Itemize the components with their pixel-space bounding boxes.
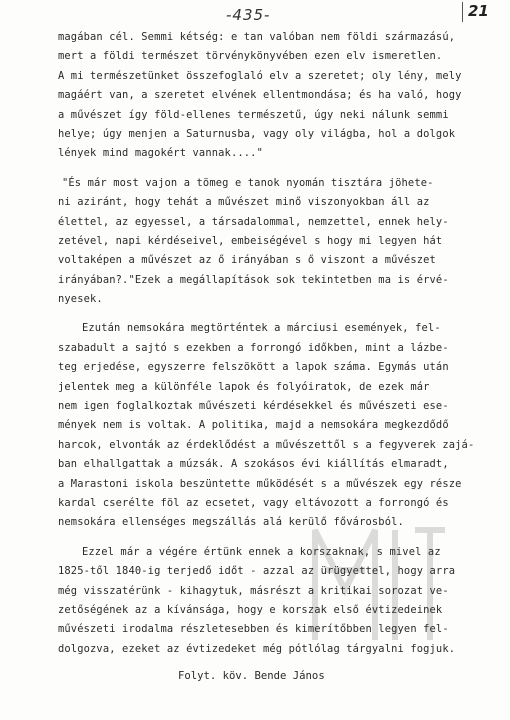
text-line: kardal cserélte föl az ecsetet, vagy eltávozott a forrongó és bbox=[58, 496, 449, 509]
signature-line: Folyt. köv. Bende János bbox=[178, 670, 325, 682]
text-line: a művészet így föld-ellenes természetű, úgy neki nálunk semmi bbox=[58, 108, 449, 121]
text-line: szabadult a sajtó s ezekben a forrongó időkben, mint a lázbe- bbox=[58, 341, 449, 354]
text-line: 1825-től 1840-ig terjedő időt - azzal az ürügyettel, hogy arra bbox=[58, 565, 456, 578]
text-line: lények mind magokért vannak...." bbox=[58, 147, 263, 160]
text-line: helye; úgy menjen a Saturnusba, vagy oly világba, hol a dolgok bbox=[58, 127, 456, 140]
text-line: zetőségének az a kívánsága, hogy e korszak első évtizedeinek bbox=[58, 603, 443, 616]
text-line: irányában?."Ezek a megállapítások sok tekintetben ma is érvé- bbox=[58, 273, 449, 286]
text-line: mények nem is voltak. A politika, majd a nemsokára megkezdődő bbox=[58, 419, 449, 432]
text-line: "És már most vajon a tömeg e tanok nyomán tisztára jöhete- bbox=[62, 176, 434, 189]
text-line: jelentek meg a különféle lapok és folyóiratok, de ezek már bbox=[58, 380, 430, 393]
text-line: még visszatérünk - kihagytuk, másrészt a kritikai sorozat ve- bbox=[58, 584, 449, 597]
text-line: teg erjedése, egyszerre felszökött a lapok száma. Egymás után bbox=[58, 361, 449, 374]
text-line: ban elhallgattak a múzsák. A szokásos évi kiállítás elmaradt, bbox=[58, 458, 449, 471]
page-number: -435- bbox=[226, 6, 271, 24]
text-line: voltaképen a művészet az ő irányában s ő viszont a művészet bbox=[58, 254, 436, 267]
text-line: a Marastoni iskola beszüntette működését s a művészek egy része bbox=[58, 477, 462, 490]
text-line: magáért van, a szeretet elvének ellentmondása; és ha való, hogy bbox=[58, 89, 462, 102]
text-line: dolgozva, ezeket az évtizedeket még pótlólag tárgyalni fogjuk. bbox=[58, 642, 456, 655]
text-line: művészeti irodalma részletesebben és kimerítőbben legyen fel- bbox=[58, 623, 449, 636]
text-line: Ezzel már a végére értünk ennek a korszaknak, s mivel az bbox=[82, 545, 441, 558]
folio-divider bbox=[462, 2, 463, 22]
body-text bbox=[58, 28, 490, 659]
text-line: ni aziránt, hogy tehát a művészet minő viszonyokban áll az bbox=[58, 196, 430, 209]
text-line: nem igen foglalkoztak művészeti kérdésekkel és művészeti ese- bbox=[58, 400, 449, 413]
text-line: nyesek. bbox=[58, 293, 103, 306]
text-line: élettel, az egyessel, a társadalommal, nemzettel, ennek hely- bbox=[58, 215, 449, 228]
folio-number: 21 bbox=[468, 2, 489, 20]
text-line: A mi természetünket összefoglaló elv a szeretet; oly lény, mely bbox=[58, 69, 462, 82]
text-line: magában cél. Semmi kétség: e tan valóban nem földi származású, bbox=[58, 31, 456, 43]
text-line: zetével, napi kérdéseivel, embeiségével s hogy mi legyen hát bbox=[58, 234, 443, 247]
text-line: mert a földi természet törvénykönyvében ezen elv ismeretlen. bbox=[58, 50, 443, 63]
text-line: nemsokára ellenséges megszállás alá kerülő fővárosból. bbox=[58, 516, 404, 529]
text-line: harcok, elvonták az érdeklődést a művészettől s a fegyverek zajá- bbox=[58, 438, 475, 451]
text-line: Ezután nemsokára megtörténtek a márciusi események, fel- bbox=[82, 322, 441, 335]
